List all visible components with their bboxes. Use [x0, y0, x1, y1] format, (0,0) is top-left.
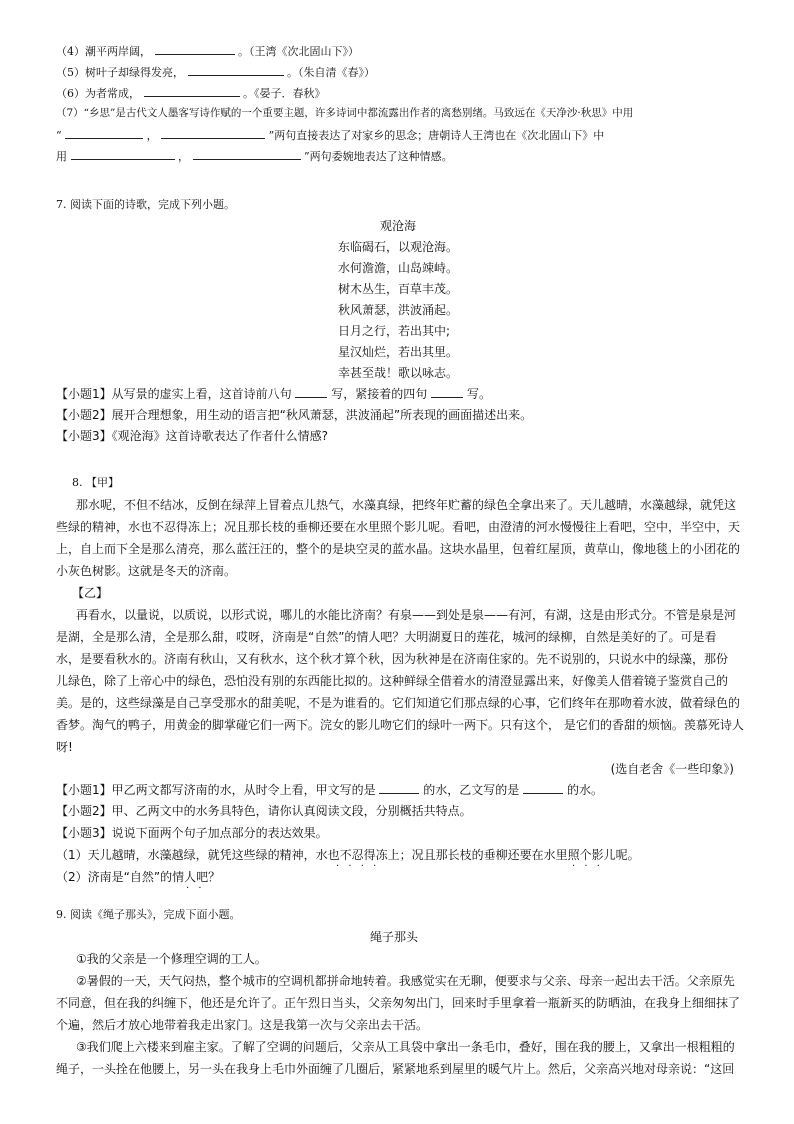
passage-yi-line: 美。是的，这些绿藻是自己享受那水的甜美呢，不是为谁看的。它们知道它们那点绿的心事，它们终年在那吻着水波，做着绿色的: [56, 696, 741, 710]
passage-yi-head: 【乙】: [72, 586, 109, 600]
fill-7c-suffix: ”两句委婉地表达了这种情感。: [304, 150, 453, 163]
answer-blank[interactable]: [71, 147, 175, 160]
fill-line-5: [56, 63, 375, 81]
passage-source: (选自老舍《一些印象》): [610, 762, 734, 776]
passage-jia-line: 小灰色树影。这就是冬天的济南。: [56, 564, 237, 578]
q8-sentence-2: （2）济南是“自然”的情人吧？: [56, 870, 221, 884]
fill-5-prefix: （5）树叶子却绿得发亮，: [56, 66, 184, 79]
q8-subquestion-3: 【小题3】说说下面两个句子加点部分的表达效果。: [56, 826, 328, 840]
q8-sentence-1: （1）天儿越晴，水藻越绿，就凭这些绿的精神，水也不忍得冻上；况且那长枝的垂柳还要在水里照个影儿呢。: [56, 848, 640, 862]
answer-blank[interactable]: [379, 781, 419, 794]
fill-line-7a: （7）“乡思”是古代文人墨客写诗作赋的一个重要主题，许多诗词中都流露出作者的离愁别绪。马致远在《天净沙·秋思》中用: [56, 107, 634, 119]
q8-sub1-prefix: 【小题1】甲乙两文都写济南的水，从时令上看，甲文写的是: [56, 783, 376, 797]
fill-4-suffix: 。（王湾《次北固山下》）: [238, 45, 359, 58]
poem-line: 秋风萧瑟，洪波涌起。: [338, 303, 459, 317]
answer-blank[interactable]: [431, 385, 463, 398]
q7-subquestion-3: 【小题3】《观沧海》这首诗歌表达了作者什么情感?: [56, 429, 329, 443]
question-7-intro: 7. 阅读下面的诗歌，完成下列小题。: [56, 198, 235, 211]
fill-7b-suffix: ”两句直接表达了对家乡的思念；唐朝诗人王湾也在《次北固山下》中: [268, 129, 605, 142]
story-line: 不同意，但在我的纠缠下，他还是允许了。正午烈日当头，父亲匆匆出门，回来时手里拿着一瓶新买的防晒油，在我身上细细抹了: [56, 996, 741, 1010]
story-line: ①我的父亲是一个修理空调的工人。: [76, 952, 267, 966]
question-8-head: 8. 【甲】: [72, 476, 119, 489]
story-line: 绳子，一头拴在他腰上，另一头在我身上毛巾外面缠了几圈后，紧紧地系到屋里的暖气片上。然后，父亲高兴地对母亲说：“这回: [56, 1062, 735, 1076]
emphasis-dots: · · · ·: [336, 861, 380, 872]
passage-yi-line: 呀!: [56, 740, 73, 754]
passage-jia-line: 那水呢，不但不结冰，反倒在绿萍上冒着点儿热气，水藻真绿，把终年贮蓄的绿色全拿出来了。天儿越晴，水藻越绿，就凭这: [76, 498, 737, 512]
answer-blank[interactable]: [144, 84, 240, 97]
fill-5-suffix: 。（朱自清《春》）: [287, 66, 375, 79]
quote-open: “: [56, 129, 62, 142]
q7-subquestion-1: [56, 385, 491, 402]
passage-yi-line: 水，是要看秋水的。济南有秋山，又有秋水，这个秋才算个秋，因为秋神是在济南住家的。先不说别的，只说水中的绿藻，那份: [56, 652, 729, 666]
q7-subquestion-2: 【小题2】展开合理想象，用生动的语言把“秋风萧瑟，洪波涌起”所表现的画面描述出来。: [56, 408, 533, 422]
passage-jia-line: 些绿的精神，水也不忍得冻上；况且那长枝的垂柳还要在水里照个影儿呢。看吧，由澄清的河水慢慢往上看吧，空中，半空中，天: [56, 520, 741, 534]
answer-blank[interactable]: [523, 781, 563, 794]
poem-line: 星汉灿烂，若出其里。: [338, 345, 459, 359]
poem-line: 树木丛生，百草丰茂。: [338, 282, 459, 296]
q7-sub1-suffix: 写。: [466, 387, 491, 401]
emphasis-dots: · · ·: [572, 861, 603, 872]
fill-6-suffix: 。《晏子．春秋》: [243, 87, 326, 100]
question-9-intro: 9. 阅读《绳子那头》，完成下面小题。: [56, 908, 241, 921]
passage-yi-line: 是湖，全是那么清，全是那么甜，哎呀，济南是“自然”的情人吧？大明湖夏日的莲花，城河的绿柳，自然是美好的了。可是看: [56, 630, 717, 644]
passage-yi-line: 儿绿色，除了上帝心中的绿色，恐怕没有别的东西能比拟的。这种鲜绿全借着水的清澄显露出来，好像美人借着镜子鉴赏自己的: [56, 674, 729, 688]
poem-line: 水何澹澹，山岛竦峙。: [338, 261, 459, 275]
poem-line: 幸甚至哉！歌以咏志。: [338, 366, 459, 380]
answer-blank[interactable]: [161, 126, 265, 139]
fill-line-6: [56, 84, 326, 102]
story-title: 绳子那头: [370, 930, 419, 944]
answer-blank[interactable]: [188, 63, 284, 76]
q8-sub1-suffix: 的水。: [566, 783, 603, 797]
story-line: 个遍，然后才放心地带着我走出家门。这是我第一次与父亲出去干活。: [56, 1018, 429, 1032]
emphasis-dots: · ·: [186, 883, 205, 894]
fill-4-prefix: （4）潮平两岸阔，: [56, 45, 151, 58]
answer-blank[interactable]: [65, 126, 143, 139]
fill-line-7c: [56, 147, 453, 165]
answer-blank[interactable]: [295, 385, 327, 398]
q7-sub1-mid: 写，紧接着的四句: [331, 387, 428, 401]
q7-sub1-prefix: 【小题1】从写景的虚实上看，这首诗前八句: [56, 387, 292, 401]
fill-line-4: [56, 42, 359, 60]
comma: ，: [178, 150, 189, 163]
passage-yi-line: 香梦。淘气的鸭子，用黄金的脚掌碰它们一两下。浣女的影儿吻它们的绿叶一两下。只有这个， 是它们的香甜的烦恼。羡慕死诗人: [56, 718, 744, 732]
poem-line: 日月之行，若出其中;: [338, 324, 451, 338]
answer-blank[interactable]: [193, 147, 301, 160]
fill-6-prefix: （6）为者常成，: [56, 87, 140, 100]
story-line: ②暑假的一天，天气闷热，整个城市的空调机都拼命地转着。我感觉实在无聊，便要求与父亲、母亲一起出去干活。父亲原先: [76, 974, 735, 988]
answer-blank[interactable]: [155, 42, 235, 55]
story-line: ③我们爬上六楼来到雇主家。了解了空调的问题后，父亲从工具袋中拿出一条毛巾，叠好，围在我的腰上，又拿出一根粗粗的: [76, 1040, 735, 1054]
q8-sub1-mid: 的水，乙文写的是: [423, 783, 520, 797]
poem-line: 东临碣石，以观沧海。: [338, 240, 459, 254]
poem-title: 观沧海: [380, 219, 417, 233]
fill-line-7b: [56, 126, 604, 144]
q8-subquestion-2: 【小题2】甲、乙两文中的水务具特色，请你认真阅读文段，分别概括共特点。: [56, 804, 472, 818]
passage-yi-line: 再看水，以量说，以质说，以形式说，哪儿的水能比济南？有泉——到处是泉——有河，有湖，这是由形式分。不管是泉是河: [76, 608, 737, 622]
comma: ，: [146, 129, 158, 142]
passage-jia-line: 上，自上而下全是那么清亮，那么蓝汪汪的，整个的是块空灵的蓝水晶。这块水晶里，包着红屋顶，黄草山，像地毯上的小团花的: [56, 542, 741, 556]
fill-7c-prefix: 用: [56, 150, 67, 163]
q8-subquestion-1: [56, 781, 603, 798]
